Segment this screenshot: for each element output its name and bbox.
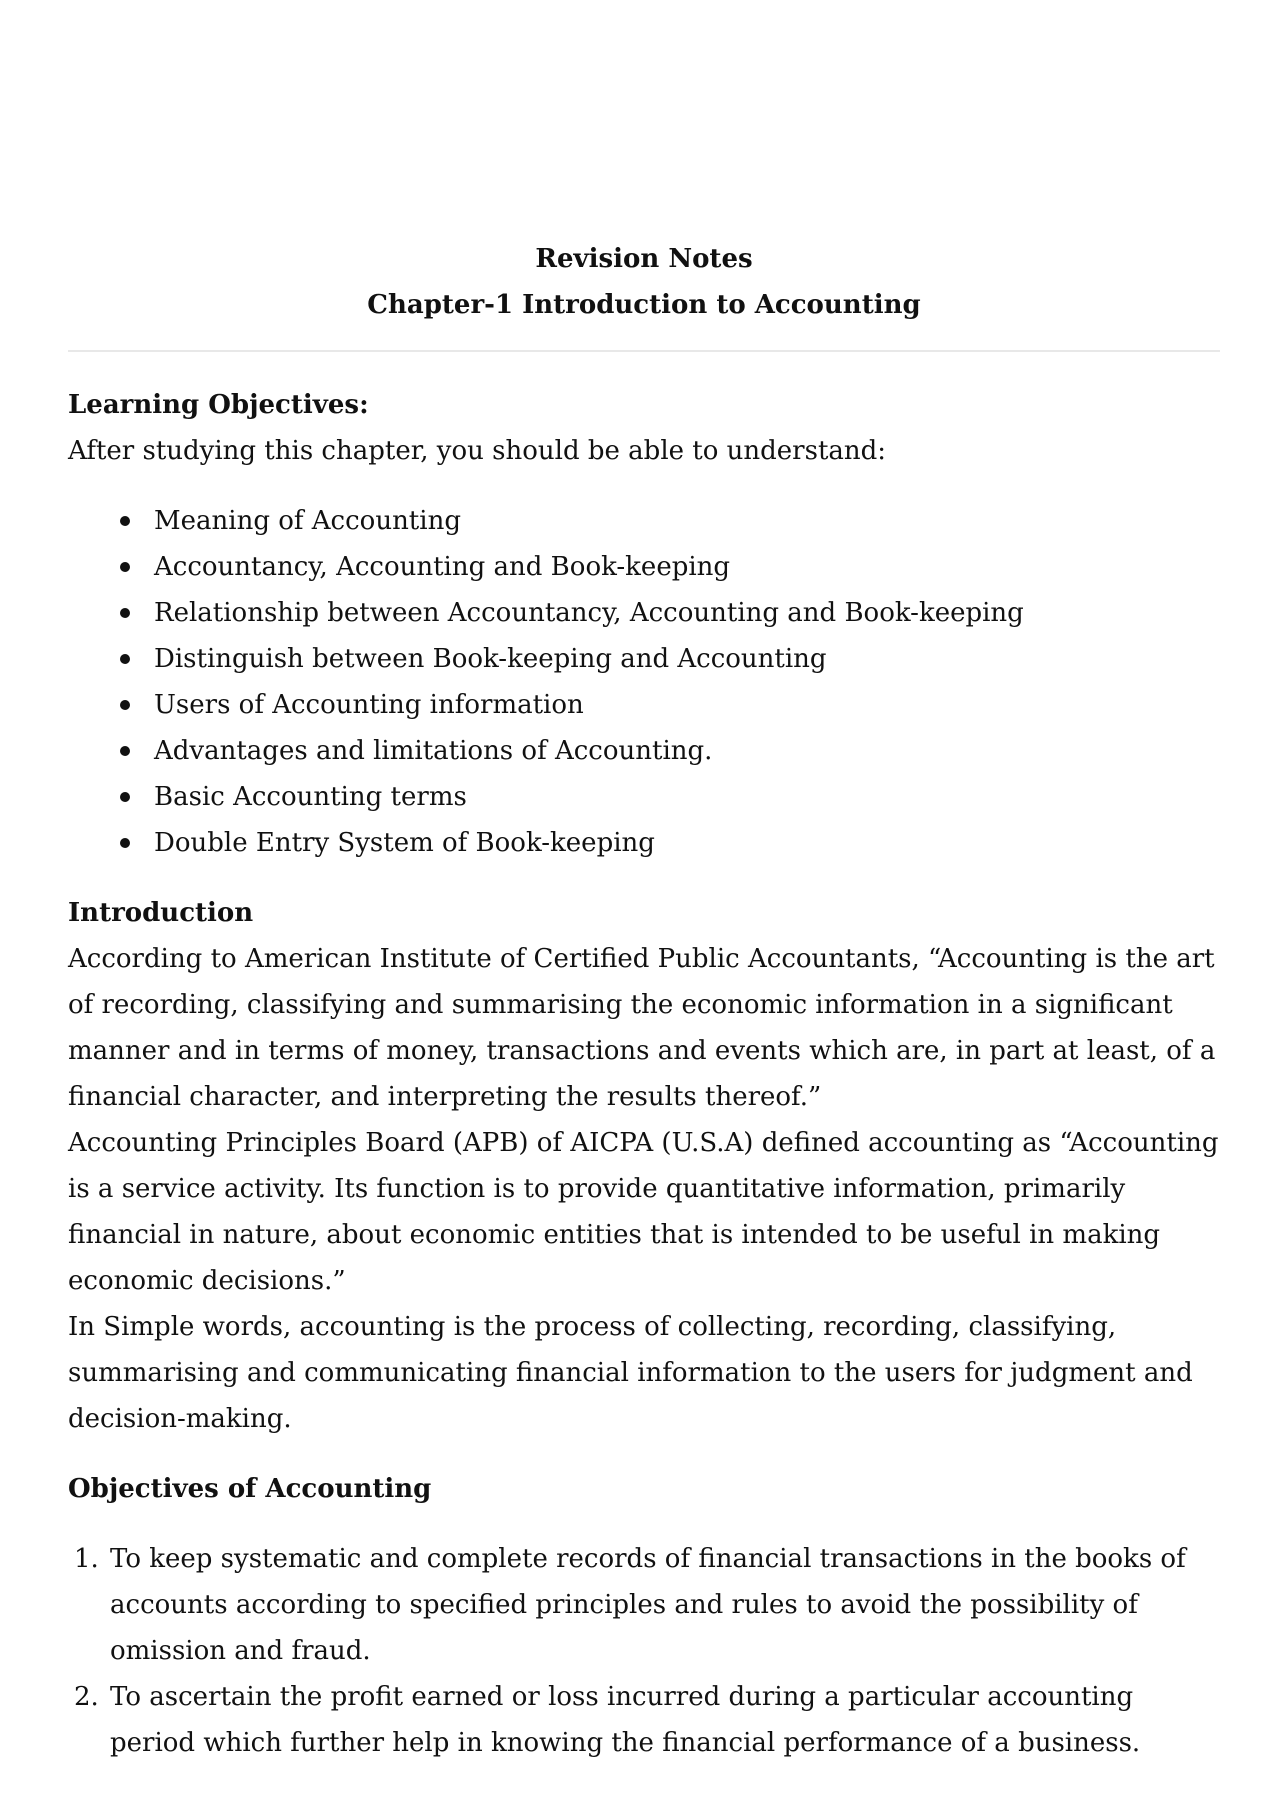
list-item: Double Entry System of Book-keeping <box>120 820 1220 866</box>
document-title: Revision Notes <box>535 244 753 274</box>
learning-objectives-list <box>68 498 1220 866</box>
objectives-of-accounting-list <box>68 1536 1220 1766</box>
introduction-paragraph: According to American Institute of Certified Public Accountants, “Accounting is the art of recording, classifying and summarising the economic information in a significant manner and in terms of money, transactions and events which are, in part at least, of a financial character, and interpreting the results thereof.” <box>68 944 1216 1112</box>
bullet-icon <box>120 516 130 526</box>
objectives-of-accounting-heading: Objectives of Accounting <box>68 1474 432 1504</box>
list-item: Accountancy, Accounting and Book-keeping <box>120 544 1220 590</box>
bullet-icon <box>120 700 130 710</box>
list-number: 2. <box>74 1682 99 1712</box>
objectives-of-accounting-section <box>68 1466 1220 1766</box>
bullet-icon <box>120 838 130 848</box>
chapter-title: Chapter-1 Introduction to Accounting <box>367 290 921 320</box>
bullet-icon <box>120 792 130 802</box>
learning-objectives-intro: After studying this chapter, you should be able to understand: <box>68 436 887 466</box>
list-item <box>68 1674 1220 1766</box>
bullet-icon <box>120 654 130 664</box>
introduction-paragraph: Accounting Principles Board (APB) of AICPA (U.S.A) defined accounting as “Accounting is a service activity. Its function is to provide quantitative information, primarily financial in nature, about economic entities that is intended to be useful in making economic decisions.” <box>68 1128 1219 1296</box>
list-item: Advantages and limitations of Accounting. <box>120 728 1220 774</box>
title-block <box>68 236 1220 328</box>
list-item-text: To keep systematic and complete records of financial transactions in the books of accounts according to specified principles and rules to avoid the possibility of omission and fraud. <box>110 1544 1186 1666</box>
bullet-icon <box>120 608 130 618</box>
header-divider <box>68 350 1220 352</box>
introduction-heading: Introduction <box>68 898 254 928</box>
list-item: Basic Accounting terms <box>120 774 1220 820</box>
list-item-text: To ascertain the profit earned or loss incurred during a particular accounting period which further help in knowing the financial performance of a business. <box>110 1682 1141 1758</box>
bullet-icon <box>120 562 130 572</box>
list-item: Relationship between Accountancy, Accounting and Book-keeping <box>120 590 1220 636</box>
list-item: Distinguish between Book-keeping and Accounting <box>120 636 1220 682</box>
learning-objectives-section <box>68 382 1220 866</box>
document-page <box>68 236 1220 1766</box>
list-item: Users of Accounting information <box>120 682 1220 728</box>
list-item: Meaning of Accounting <box>120 498 1220 544</box>
introduction-section <box>68 890 1220 1442</box>
learning-objectives-heading: Learning Objectives: <box>68 390 369 420</box>
introduction-paragraph: In Simple words, accounting is the process of collecting, recording, classifying, summarising and communicating financial information to the users for judgment and decision-making. <box>68 1312 1193 1434</box>
bullet-icon <box>120 746 130 756</box>
list-item <box>68 1536 1220 1674</box>
list-number: 1. <box>74 1544 99 1574</box>
